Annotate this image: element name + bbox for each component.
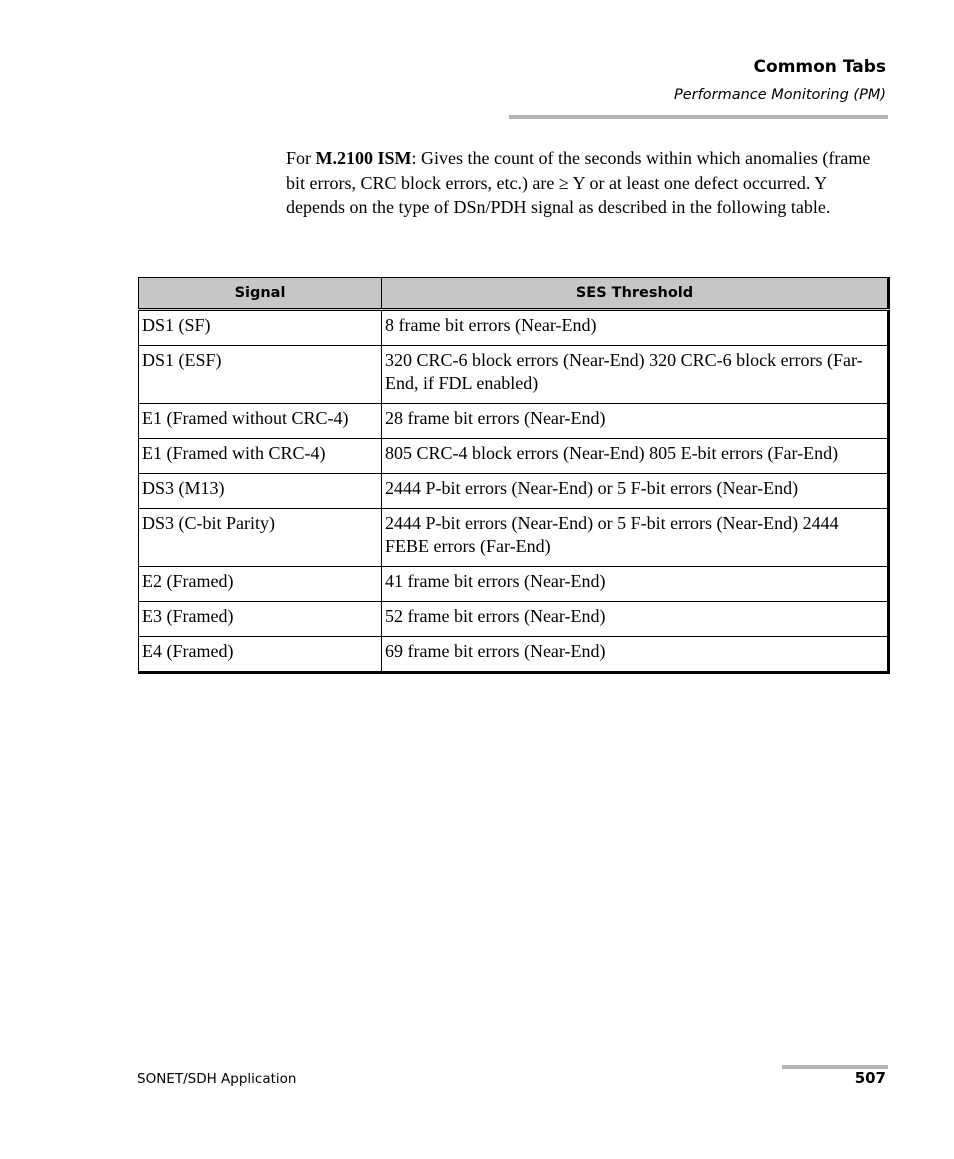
threshold-cell: 69 frame bit errors (Near-End) <box>382 637 889 673</box>
table-row <box>139 567 889 602</box>
threshold-cell: 320 CRC-6 block errors (Near-End) 320 CRC-6 block errors (Far-End, if FDL enabled) <box>382 346 889 404</box>
threshold-cell: 52 frame bit errors (Near-End) <box>382 602 889 637</box>
signal-cell: DS1 (SF) <box>139 310 382 346</box>
signal-cell: E1 (Framed with CRC-4) <box>139 439 382 474</box>
table-row <box>139 602 889 637</box>
ses-threshold-table <box>138 277 890 674</box>
document-title: SONET/SDH Application <box>137 1071 297 1087</box>
table-row <box>139 439 889 474</box>
signal-cell: E3 (Framed) <box>139 602 382 637</box>
signal-cell: E4 (Framed) <box>139 637 382 673</box>
threshold-cell: 28 frame bit errors (Near-End) <box>382 404 889 439</box>
signal-cell: DS1 (ESF) <box>139 346 382 404</box>
header-divider <box>509 115 888 119</box>
table-row <box>139 637 889 673</box>
intro-paragraph <box>286 146 886 220</box>
section-subtitle: Performance Monitoring (PM) <box>674 87 886 103</box>
table-row <box>139 509 889 567</box>
threshold-cell: 8 frame bit errors (Near-End) <box>382 310 889 346</box>
table-header-row <box>139 278 889 310</box>
intro-prefix: For <box>286 148 316 168</box>
column-header-ses-threshold: SES Threshold <box>382 278 889 310</box>
threshold-cell: 2444 P-bit errors (Near-End) or 5 F-bit errors (Near-End) <box>382 474 889 509</box>
threshold-cell: 805 CRC-4 block errors (Near-End) 805 E-bit errors (Far-End) <box>382 439 889 474</box>
column-header-signal: Signal <box>139 278 382 310</box>
threshold-cell: 2444 P-bit errors (Near-End) or 5 F-bit errors (Near-End) 2444 FEBE errors (Far-End) <box>382 509 889 567</box>
page-number: 507 <box>854 1069 886 1087</box>
table-row <box>139 310 889 346</box>
table-row <box>139 474 889 509</box>
signal-cell: E1 (Framed without CRC-4) <box>139 404 382 439</box>
table-row <box>139 346 889 404</box>
signal-cell: E2 (Framed) <box>139 567 382 602</box>
section-title: Common Tabs <box>753 57 886 77</box>
signal-cell: DS3 (C-bit Parity) <box>139 509 382 567</box>
table-row <box>139 404 889 439</box>
intro-term: M.2100 ISM <box>315 148 412 168</box>
signal-cell: DS3 (M13) <box>139 474 382 509</box>
intro-text: : Gives the count of the seconds within which anomalies (frame bit errors, CRC block errors, etc.) are ≥ Y or at least one defect occurred. Y depends on the type of DSn/PDH signal as described in the following table. <box>286 148 871 217</box>
threshold-cell: 41 frame bit errors (Near-End) <box>382 567 889 602</box>
